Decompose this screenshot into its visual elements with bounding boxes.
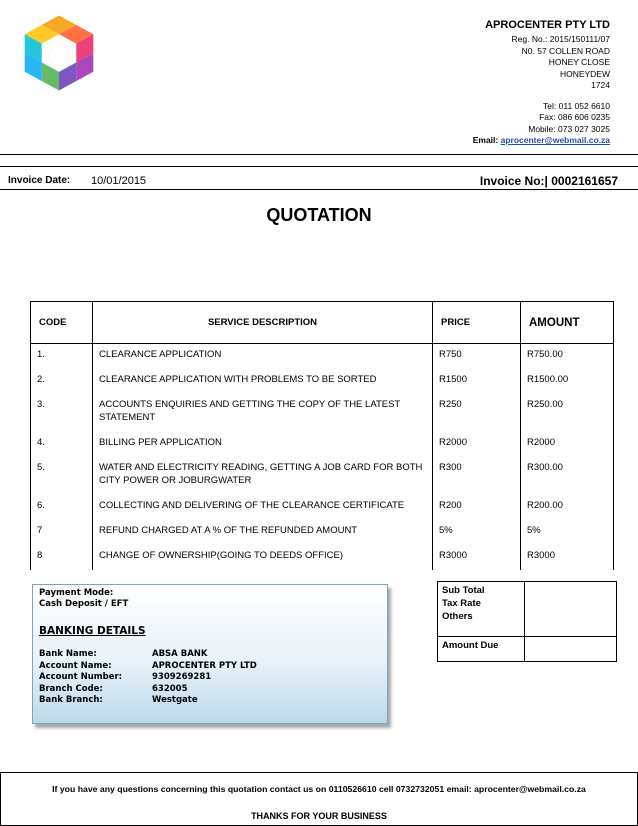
row-code: 3.: [31, 394, 93, 432]
services-table: [30, 301, 614, 570]
table-row: [31, 545, 614, 570]
email-label: Email:: [472, 135, 499, 145]
row-description: ACCOUNTS ENQUIRIES AND GETTING THE COPY OF THE LATEST STATEMENT: [93, 394, 433, 432]
invoice-number: [480, 174, 618, 188]
row-price: R750: [433, 344, 521, 370]
row-code: 4.: [31, 432, 93, 457]
table-row: [31, 394, 614, 432]
row-price: R250: [433, 394, 521, 432]
table-row: [31, 369, 614, 394]
invoice-date-label: Invoice Date:: [8, 175, 71, 186]
row-price: R200: [433, 495, 521, 520]
table-row: [31, 344, 614, 370]
address-line: N0. 57 COLLEN ROAD: [521, 45, 610, 56]
divider: [0, 189, 638, 190]
row-description: CHANGE OF OWNERSHIP(GOING TO DEEDS OFFICE): [93, 545, 433, 570]
company-info: [473, 18, 610, 147]
row-amount: R250.00: [521, 394, 614, 432]
footer-contact: If you have any questions concerning this quotation contact us on 0110526610 cell 0732732051 email: aprocenter@webmail.co.za: [52, 784, 586, 794]
table-row: [31, 495, 614, 520]
banking-value: ABSA BANK: [152, 649, 208, 659]
row-amount: R750.00: [521, 344, 614, 370]
banking-row: [39, 672, 257, 684]
banking-row: [39, 695, 257, 707]
row-amount: R1500.00: [521, 369, 614, 394]
row-amount: R3000: [521, 545, 614, 570]
banking-value: 9309269281: [152, 672, 212, 682]
email-link[interactable]: aprocenter@webmail.co.za: [500, 135, 610, 145]
row-price: R3000: [433, 545, 521, 570]
invoice-number-label: Invoice No:|: [479, 174, 548, 188]
amount-due-value: [525, 637, 617, 662]
row-amount: R200.00: [521, 495, 614, 520]
header-description: SERVICE DESCRIPTION: [93, 302, 433, 344]
banking-value: 632005: [152, 683, 188, 694]
company-logo: [18, 14, 100, 92]
totals-table: [437, 581, 617, 662]
banking-value: Westgate: [152, 695, 198, 705]
company-name: APROCENTER PTY LTD: [485, 19, 610, 31]
row-amount: R2000: [521, 432, 614, 457]
footer: [0, 772, 638, 826]
amount-due-label: Amount Due: [438, 637, 525, 662]
row-amount: 5%: [521, 520, 614, 545]
footer-thanks: THANKS FOR YOUR BUSINESS: [251, 811, 387, 821]
row-code: 7: [31, 520, 93, 545]
document-title: QUOTATION: [266, 205, 372, 225]
row-code: 5.: [31, 457, 93, 495]
invoice-date: 10/01/2015: [91, 175, 147, 187]
payment-details-panel: [32, 584, 388, 724]
row-description: CLEARANCE APPLICATION WITH PROBLEMS TO BE SORTED: [93, 369, 433, 394]
row-amount: R300.00: [521, 457, 614, 495]
others-label: Others: [442, 611, 473, 622]
header-code: CODE: [31, 302, 93, 344]
row-code: 6.: [31, 495, 93, 520]
banking-key: Bank Name:: [39, 649, 97, 659]
payment-mode-label: Payment Mode:: [39, 588, 114, 598]
banking-key: Account Name:: [39, 660, 112, 671]
totals-values: [525, 582, 617, 637]
table-row: [31, 520, 614, 545]
banking-row: [39, 684, 257, 696]
payment-mode: Cash Deposit / EFT: [39, 599, 129, 609]
row-description: WATER AND ELECTRICITY READING, GETTING A JOB CARD FOR BOTH CITY POWER OR JOBURGWATER: [93, 457, 433, 495]
banking-key: Account Number:: [39, 672, 123, 682]
header-amount: AMOUNT: [521, 302, 614, 344]
address-line: 1724: [591, 80, 610, 90]
email-line: [473, 135, 610, 147]
row-description: REFUND CHARGED AT A % OF THE REFUNDED AMOUNT: [93, 520, 433, 545]
row-description: COLLECTING AND DELIVERING OF THE CLEARANCE CERTIFICATE: [93, 495, 433, 520]
fax: Fax: 086 606 0235: [539, 112, 610, 122]
row-code: 1.: [31, 344, 93, 370]
banking-row: [39, 661, 257, 673]
table-row: [31, 457, 614, 495]
totals-labels: [438, 582, 525, 637]
banking-key: Branch Code:: [39, 683, 103, 694]
header-price: PRICE: [433, 302, 521, 344]
row-price: 5%: [433, 520, 521, 545]
subtotal-label: Sub Total: [442, 585, 485, 596]
mobile: Mobile: 073 027 3025: [528, 123, 610, 134]
banking-row: [39, 649, 257, 661]
row-description: CLEARANCE APPLICATION: [93, 344, 433, 370]
row-code: 2.: [31, 369, 93, 394]
banking-details-list: [39, 649, 257, 707]
row-price: R2000: [433, 432, 521, 457]
invoice-number-value: 0002161657: [551, 174, 618, 188]
banking-details-heading: BANKING DETAILS: [39, 625, 146, 637]
telephone: Tel: 011 052 6610: [543, 100, 610, 111]
registration-number: Reg. No.: 2015/150111/07: [511, 34, 610, 44]
table-header-row: [31, 302, 614, 344]
tax-rate-label: Tax Rate: [442, 598, 481, 609]
divider: [0, 154, 638, 155]
table-row: [31, 432, 614, 457]
row-code: 8: [31, 545, 93, 570]
row-description: BILLING PER APPLICATION: [93, 432, 433, 457]
banking-value: APROCENTER PTY LTD: [152, 660, 257, 671]
banking-key: Bank Branch:: [39, 695, 103, 705]
address-line: HONEY CLOSE: [548, 57, 610, 67]
row-price: R300: [433, 457, 521, 495]
divider: [0, 166, 638, 167]
row-price: R1500: [433, 369, 521, 394]
address-line: HONEYDEW: [559, 68, 610, 79]
